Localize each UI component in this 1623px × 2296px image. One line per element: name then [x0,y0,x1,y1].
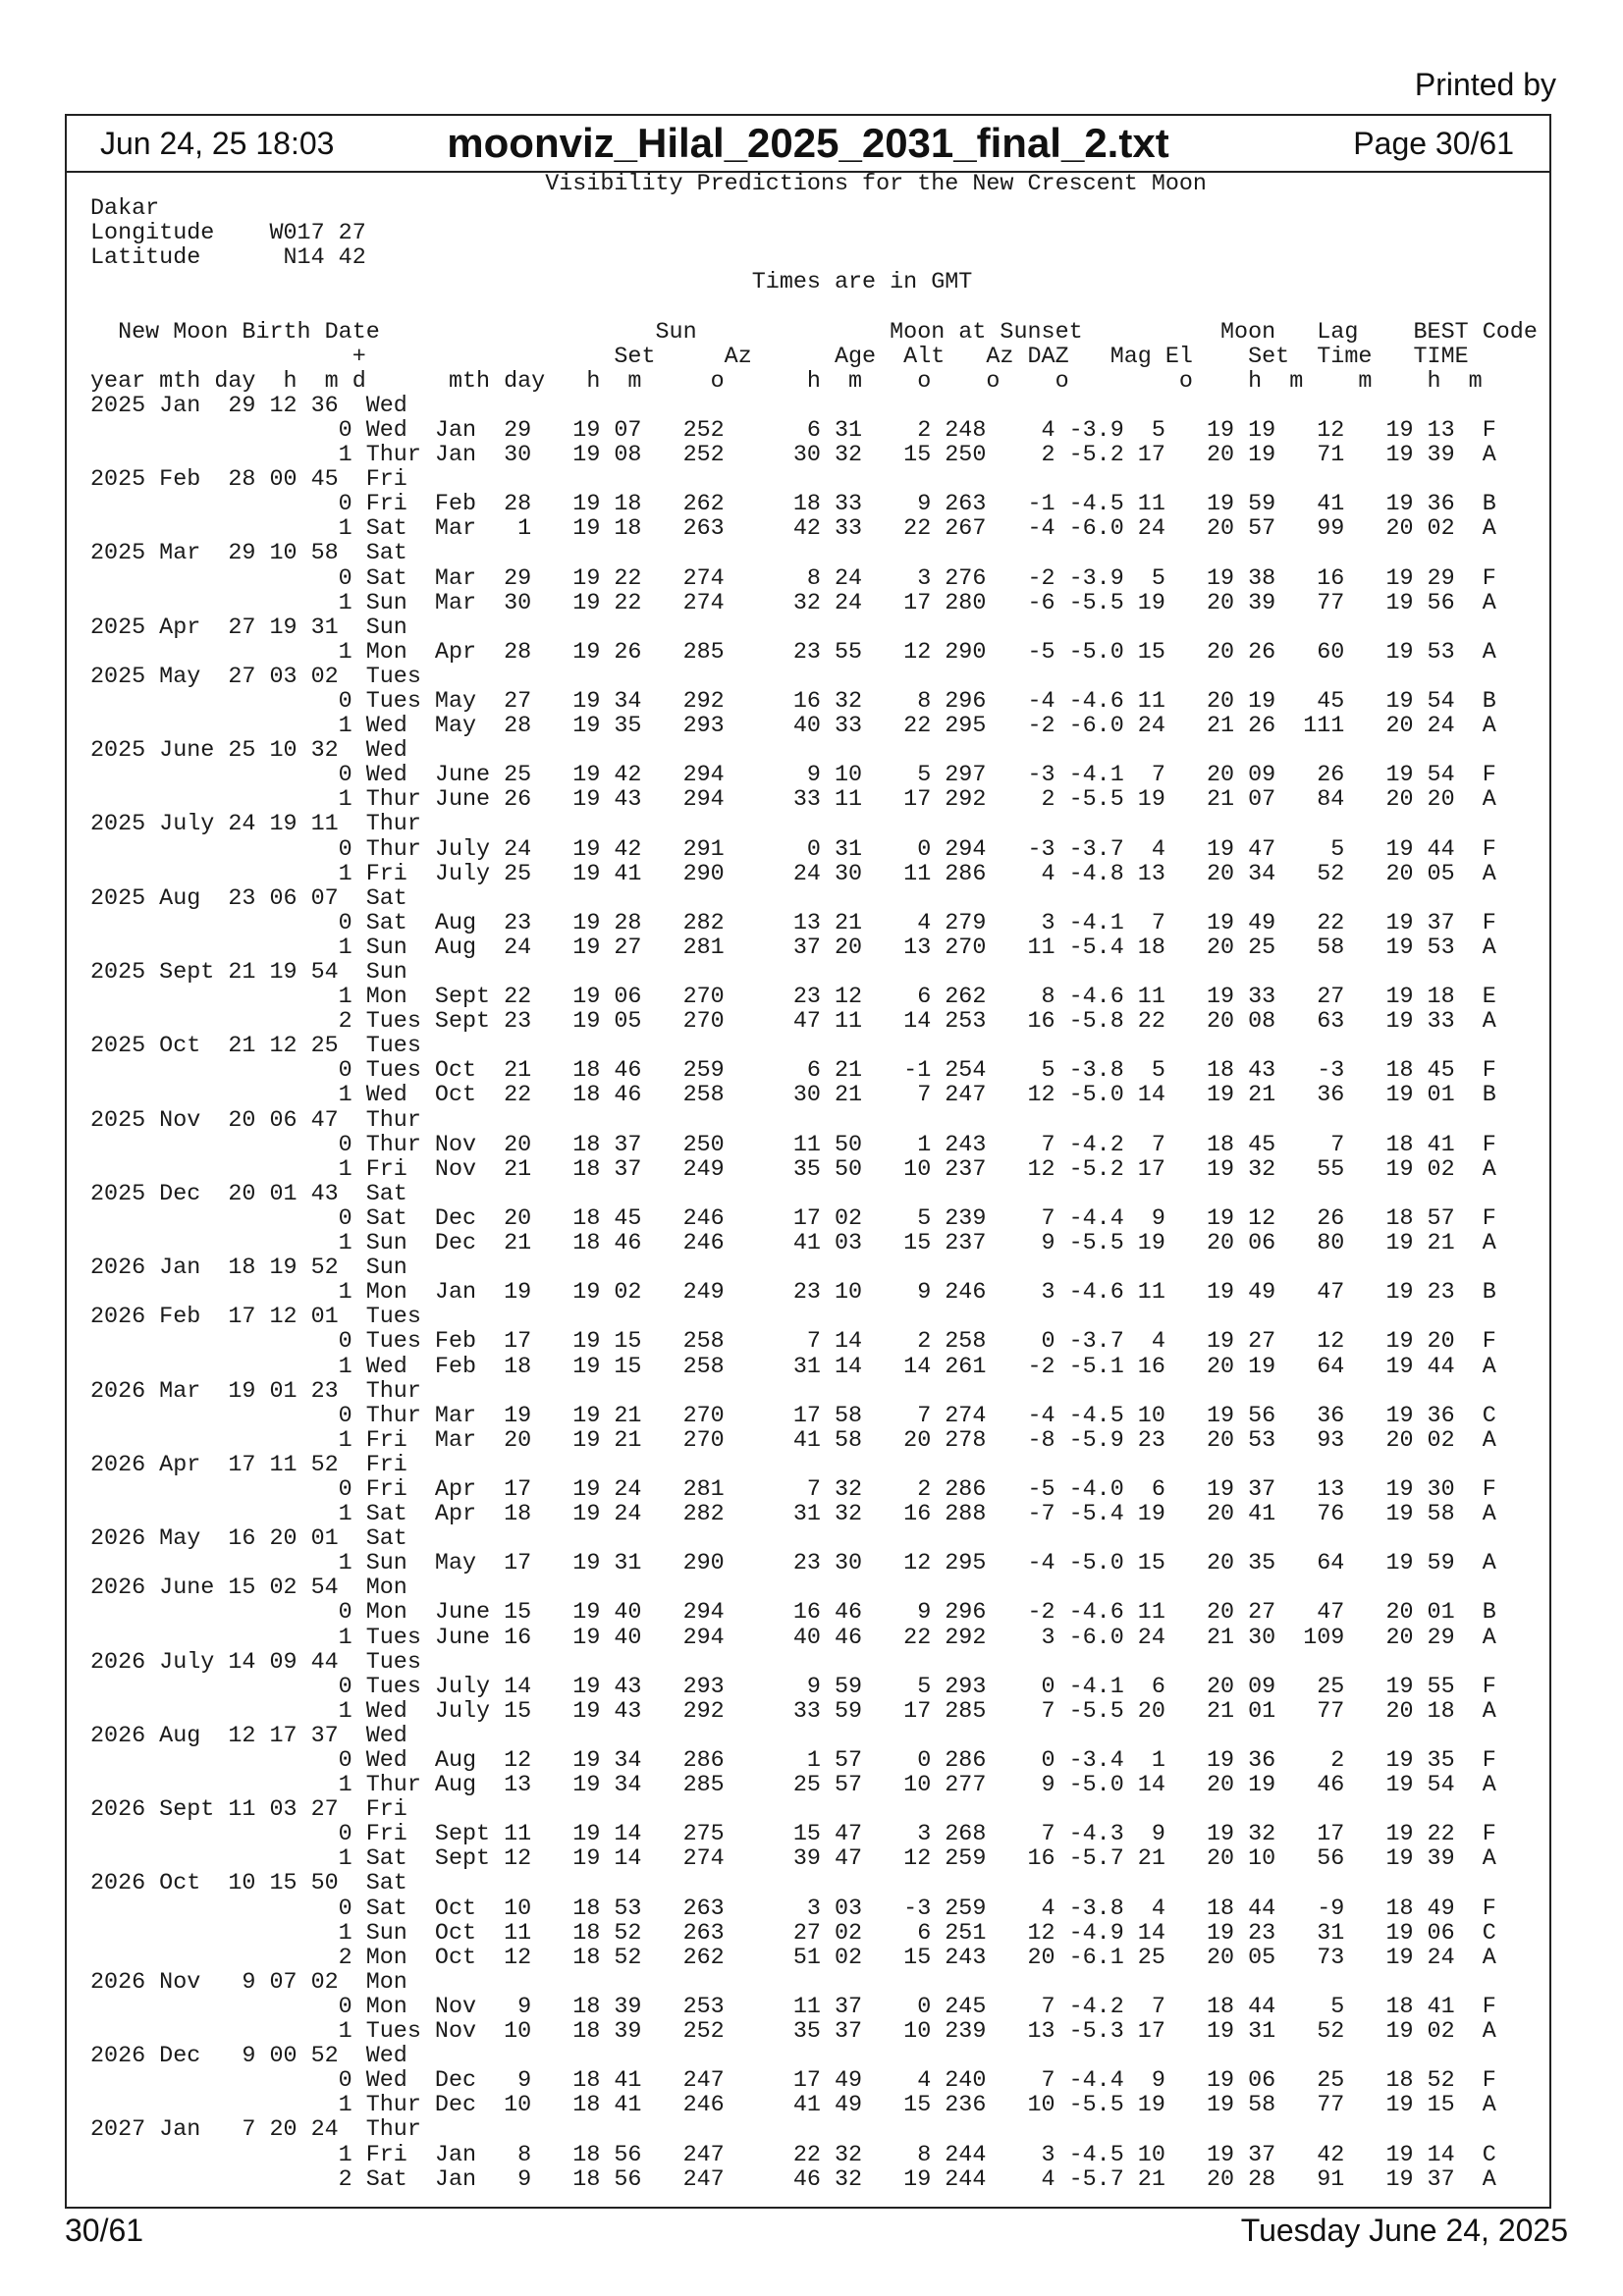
text-line: 1 Wed Oct 22 18 46 258 30 21 7 247 12 -5.0 14 19 21 36 19 01 B [90,1083,1496,1109]
text-line: 0 Mon June 15 19 40 294 16 46 9 296 -2 -4.6 11 20 27 47 20 01 B [90,1600,1496,1627]
text-line: 2025 Aug 23 06 07 Sat [90,885,407,912]
printed-by-label: Printed by [1414,67,1556,102]
text-line: 2026 June 15 02 54 Mon [90,1575,407,1602]
text-line: 1 Thur Dec 10 18 41 246 41 49 15 236 10 -5.5 19 19 58 77 19 15 A [90,2093,1496,2119]
text-line: 2 Tues Sept 23 19 05 270 47 11 14 253 16 -5.8 22 20 08 63 19 33 A [90,1009,1496,1036]
text-line: 1 Tues June 16 19 40 294 40 46 22 292 3 -6.0 24 21 30 109 20 29 A [90,1625,1496,1651]
text-line: 0 Tues Feb 17 19 15 258 7 14 2 258 0 -3.7 4 19 27 12 19 20 F [90,1329,1496,1356]
text-line: + Set Az Age Alt Az DAZ Mag El Set Time TIME [90,344,1469,370]
text-line: 1 Sun Oct 11 18 52 263 27 02 6 251 12 -4.9 14 19 23 31 19 06 C [90,1920,1496,1947]
text-line: 1 Sat Sept 12 19 14 274 39 47 12 259 16 -5.7 21 20 10 56 19 39 A [90,1846,1496,1873]
text-line: 1 Sat Mar 1 19 18 263 42 33 22 267 -4 -6.0 24 20 57 99 20 02 A [90,516,1496,543]
text-line: 2026 Jan 18 19 52 Sun [90,1255,407,1282]
text-line: 0 Wed Dec 9 18 41 247 17 49 4 240 7 -4.4 9 19 06 25 18 52 F [90,2068,1496,2095]
text-line: 2025 Dec 20 01 43 Sat [90,1181,407,1207]
text-line: New Moon Birth Date Sun Moon at Sunset Moon Lag BEST Code [90,319,1538,346]
text-line: 0 Thur Nov 20 18 37 250 11 50 1 243 7 -4.2 7 18 45 7 18 41 F [90,1132,1496,1158]
text-line: 0 Sat Aug 23 19 28 282 13 21 4 279 3 -4.1 7 19 49 22 19 37 F [90,910,1496,936]
text-line: 2025 June 25 10 32 Wed [90,738,407,765]
text-line: Dakar [90,196,160,223]
text-line: 0 Fri Feb 28 19 18 262 18 33 9 263 -1 -4.5 11 19 59 41 19 36 B [90,492,1496,518]
text-line: year mth day h m d mth day h m o h m o o o o h m m h m [90,368,1483,395]
text-line: Longitude W017 27 [90,221,366,247]
text-line: 1 Mon Sept 22 19 06 270 23 12 6 262 8 -4.6 11 19 33 27 19 18 E [90,985,1496,1011]
text-line: 1 Thur Jan 30 19 08 252 30 32 15 250 2 -5.2 17 20 19 71 19 39 A [90,443,1496,469]
text-line: 2025 Sept 21 19 54 Sun [90,960,407,986]
text-line: 0 Wed Jan 29 19 07 252 6 31 2 248 4 -3.9 5 19 19 12 19 13 F [90,417,1496,444]
text-line: 0 Mon Nov 9 18 39 253 11 37 0 245 7 -4.2 7 18 44 5 18 41 F [90,1994,1496,2020]
text-line: 2026 Feb 17 12 01 Tues [90,1305,421,1331]
text-line: Times are in GMT [90,270,973,296]
text-line: 2025 Feb 28 00 45 Fri [90,467,407,494]
text-line: 0 Tues May 27 19 34 292 16 32 8 296 -4 -4.6 11 20 19 45 19 54 B [90,688,1496,715]
text-line: 2 Mon Oct 12 18 52 262 51 02 15 243 20 -6.1 25 20 05 73 19 24 A [90,1945,1496,1971]
text-line: 0 Sat Mar 29 19 22 274 8 24 3 276 -2 -3.9 5 19 38 16 19 29 F [90,565,1496,592]
text-line: 2026 Apr 17 11 52 Fri [90,1452,407,1478]
text-line: 1 Sat Apr 18 19 24 282 31 32 16 288 -7 -5.4 19 20 41 76 19 58 A [90,1502,1496,1528]
text-line: 2026 Dec 9 00 52 Wed [90,2044,407,2070]
text-line: 0 Sat Oct 10 18 53 263 3 03 -3 259 4 -3.8 4 18 44 -9 18 49 F [90,1896,1496,1922]
text-line: 2025 Jan 29 12 36 Wed [90,393,407,419]
text-line: 0 Fri Sept 11 19 14 275 15 47 3 268 7 -4.3 9 19 32 17 19 22 F [90,1822,1496,1848]
page-frame [65,114,1551,2209]
text-line: 2025 Nov 20 06 47 Thur [90,1107,421,1134]
text-line: 2025 Mar 29 10 58 Sat [90,541,407,567]
text-line: 2025 Apr 27 19 31 Sun [90,614,407,641]
text-line: 0 Tues Oct 21 18 46 259 6 21 -1 254 5 -3.8 5 18 43 -3 18 45 F [90,1058,1496,1085]
text-line: 1 Sun Dec 21 18 46 246 41 03 15 237 9 -5.5 19 20 06 80 19 21 A [90,1231,1496,1257]
text-line: 0 Tues July 14 19 43 293 9 59 5 293 0 -4.1 6 20 09 25 19 55 F [90,1674,1496,1700]
text-line: 1 Sun Mar 30 19 22 274 32 24 17 280 -6 -5.5 19 20 39 77 19 56 A [90,590,1496,616]
text-line: 1 Fri Nov 21 18 37 249 35 50 10 237 12 -5.2 17 19 32 55 19 02 A [90,1156,1496,1183]
text-line: 1 Mon Apr 28 19 26 285 23 55 12 290 -5 -5.0 15 20 26 60 19 53 A [90,639,1496,666]
text-line: 1 Thur June 26 19 43 294 33 11 17 292 2 -5.5 19 21 07 84 20 20 A [90,787,1496,814]
text-line: 2026 Mar 19 01 23 Thur [90,1378,421,1405]
text-line: 2025 May 27 03 02 Tues [90,664,421,690]
text-line: 2 Sat Jan 9 18 56 247 46 32 19 244 4 -5.7 21 20 28 91 19 37 A [90,2166,1496,2193]
text-line: 1 Tues Nov 10 18 39 252 35 37 10 239 13 -5.3 17 19 31 52 19 02 A [90,2019,1496,2046]
text-line: 2026 Sept 11 03 27 Fri [90,1797,407,1824]
footer-page-number: 30/61 [65,2213,144,2248]
page-header [67,116,1549,173]
text-line: 1 Thur Aug 13 19 34 285 25 57 10 277 9 -5.0 14 20 19 46 19 54 A [90,1773,1496,1799]
text-line: 1 Fri Mar 20 19 21 270 41 58 20 278 -8 -5.9 23 20 53 93 20 02 A [90,1427,1496,1454]
text-line: 0 Sat Dec 20 18 45 246 17 02 5 239 7 -4.4 9 19 12 26 18 57 F [90,1205,1496,1232]
text-line: 1 Sun May 17 19 31 290 23 30 12 295 -4 -5.0 15 20 35 64 19 59 A [90,1551,1496,1577]
text-line: 0 Fri Apr 17 19 24 281 7 32 2 286 -5 -4.0 6 19 37 13 19 30 F [90,1476,1496,1503]
footer-date: Tuesday June 24, 2025 [1240,2213,1568,2248]
text-line: 2026 Aug 12 17 37 Wed [90,1723,407,1749]
text-line: 1 Mon Jan 19 19 02 249 23 10 9 246 3 -4.6 11 19 49 47 19 23 B [90,1280,1496,1307]
text-line: 0 Wed June 25 19 42 294 9 10 5 297 -3 -4.1 7 20 09 26 19 54 F [90,763,1496,789]
header-page-number: Page 30/61 [1353,126,1514,161]
header-filename: moonviz_Hilal_2025_2031_final_2.txt [447,120,1169,166]
text-line: 2026 May 16 20 01 Sat [90,1526,407,1553]
text-line: 1 Wed Feb 18 19 15 258 31 14 14 261 -2 -5.1 16 20 19 64 19 44 A [90,1354,1496,1380]
text-line [90,295,1540,320]
text-line: 0 Thur July 24 19 42 291 0 31 0 294 -3 -3.7 4 19 47 5 19 44 F [90,836,1496,863]
text-line: 2026 July 14 09 44 Tues [90,1649,421,1676]
document-body [90,173,1540,2207]
text-line: 2026 Nov 9 07 02 Mon [90,1969,407,1996]
text-line: 1 Fri Jan 8 18 56 247 22 32 8 244 3 -4.5 10 19 37 42 19 14 C [90,2142,1496,2168]
text-line: 2025 Oct 21 12 25 Tues [90,1034,421,1060]
text-line: 2027 Jan 7 20 24 Thur [90,2117,421,2144]
text-line: 1 Fri July 25 19 41 290 24 30 11 286 4 -4.8 13 20 34 52 20 05 A [90,861,1496,887]
text-line: 1 Wed May 28 19 35 293 40 33 22 295 -2 -6.0 24 21 26 111 20 24 A [90,714,1496,740]
text-line: 0 Wed Aug 12 19 34 286 1 57 0 286 0 -3.4 1 19 36 2 19 35 F [90,1748,1496,1774]
text-line: Latitude N14 42 [90,245,366,272]
text-line: 2026 Oct 10 15 50 Sat [90,1871,407,1897]
text-line: 1 Sun Aug 24 19 27 281 37 20 13 270 11 -5.4 18 20 25 58 19 53 A [90,934,1496,961]
text-line: Visibility Predictions for the New Crescent Moon [90,173,1207,197]
header-date: Jun 24, 25 18:03 [100,126,335,161]
text-line: 1 Wed July 15 19 43 292 33 59 17 285 7 -5.5 20 21 01 77 20 18 A [90,1698,1496,1725]
text-line: 0 Thur Mar 19 19 21 270 17 58 7 274 -4 -4.5 10 19 56 36 19 36 C [90,1403,1496,1429]
text-line: 2025 July 24 19 11 Thur [90,812,421,838]
